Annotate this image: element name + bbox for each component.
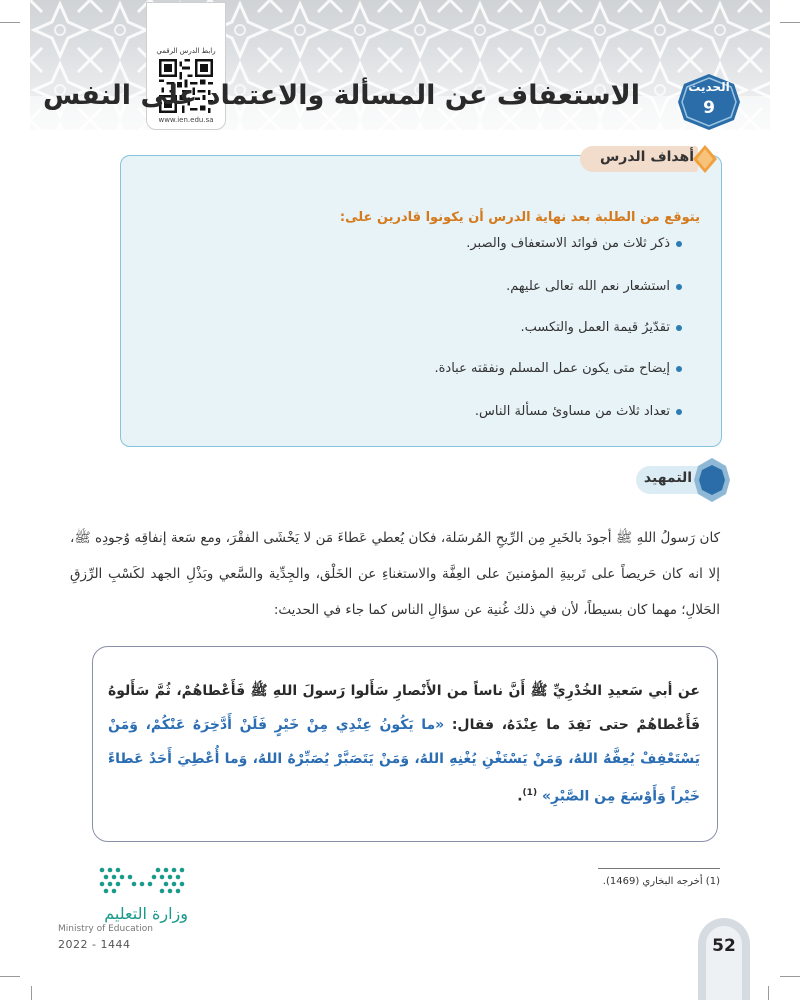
crop-mark [31, 986, 32, 1000]
goal-item: ذكر ثلاث من فوائد الاستعفاف والصبر. [466, 236, 682, 251]
hadith-text: عن أبي سَعيدِ الخُدْرِيِّ ﷺ أَنَّ ناساً من الأَنْصارِ سَأَلوا رَسولَ اللهِ ﷺ فَأَعْطاهُمْ، ثُمَّ سَأَلوهُ فَأَعْطاهُمْ حتى نَفِدَ ما عِنْدَهُ، فقال: «ما يَكُونُ عِنْدِي مِنْ خَيْرٍ فَلَنْ أَدَّخِرَهُ عَنْكُمْ، وَمَنْ يَسْتَعْفِفْ يُعِفَّهُ اللهُ، وَمَنْ يَسْتَغْنِ يُغْنِهِ اللهُ، وَمَنْ يَتَصَبَّرْ يُصَبِّرْهُ اللهُ، وَما أُعْطِيَ أَحَدٌ عَطاءً خَيْراً وَأَوْسَعَ مِن الصَّبْرِ» $^{(1)}$. [108, 683, 700, 805]
badge-number: 9 [703, 98, 715, 118]
page-title: الاستعفاف عن المسألة والاعتماد على النفس [43, 80, 640, 111]
crop-mark [780, 22, 800, 23]
lesson-goals-tab [580, 146, 718, 172]
goals-heading: أهداف الدرس [599, 149, 694, 165]
page-number: 52 [712, 936, 736, 956]
goal-item: إيضاح متى يكون عمل المسلم ونفقته عبادة. [434, 361, 682, 376]
crop-mark [0, 976, 20, 977]
qr-url[interactable]: www.ien.edu.sa [158, 116, 214, 124]
introduction-label: التمهيد [643, 470, 693, 486]
hadith-narration: عن أبي سَعيدِ الخُدْرِيِّ ﷺ أَنَّ ناساً من الأَنْصارِ سَأَلوا رَسولَ اللهِ ﷺ فَأَعْطاهُمْ، ثُمَّ سَأَلوهُ فَأَعْطاهُمْ حتى نَفِدَ ما عِنْدَهُ، فقال: [108, 683, 700, 733]
ministry-logo [58, 862, 198, 962]
goals-intro: يتوقع من الطلبة بعد نهاية الدرس أن يكونوا قادرين على: [339, 210, 700, 225]
badge-label: الحديث [688, 80, 730, 94]
hadith-number-badge [676, 72, 742, 132]
crop-mark [780, 976, 800, 977]
crop-mark [0, 22, 20, 23]
goal-item: استشعار نعم الله تعالى عليهم. [506, 279, 682, 294]
introduction-heading [636, 456, 730, 504]
diamond-icon [692, 144, 718, 174]
octagon-icon [692, 456, 732, 504]
goal-item: تقدّيرُ قيمة العمل والتكسب. [521, 320, 682, 335]
hadith-quote: «ما يَكُونُ عِنْدِي مِنْ خَيْرٍ فَلَنْ أَدَّخِرَهُ عَنْكُمْ، وَمَنْ يَسْتَعْفِفْ يُعِفَّهُ اللهُ، وَمَنْ يَسْتَغْنِ يُغْنِهِ اللهُ، وَمَنْ يَتَصَبَّرْ يُصَبِّرْهُ اللهُ، وَما أُعْطِيَ أَحَدٌ عَطاءً خَيْراً وَأَوْسَعَ مِن الصَّبْرِ» [108, 717, 700, 805]
ministry-dots-icon [58, 862, 188, 902]
edition-year: 2022 - 1444 [58, 938, 131, 951]
introduction-paragraph: كان رَسولُ اللهِ ﷺ أجودَ بالخَيرِ مِن الرِّيحِ المُرسَلة، فكان يُعطي عَطاءَ مَن لا يَخْشَى الفقْرَ، ومع سَعة إنفاقِه وُجودِه ﷺ، إلا انه كان حَريصاً على تَربيةِ المؤمنينَ على العِفَّة والاستغناءِ عن الخَلْق، والجِدِّية والسَّعي وبَذْلِ الجهد لكَسْبِ الرِّزقِ الحَلالِ؛ مهما كان بسيطاً، لأن في ذلك غُنية عن سؤالِ الناس كما جاء في الحديث: [70, 530, 720, 618]
goal-item: تعداد ثلاث من مساوئ مسألة الناس. [475, 404, 682, 419]
ministry-name-arabic: وزارة التعليم [104, 904, 188, 923]
footnote: (1) أخرجه البخاري (1469). [602, 876, 720, 887]
crop-mark [768, 986, 769, 1000]
ministry-name-english: Ministry of Education [58, 924, 153, 934]
footnote-divider [598, 868, 720, 869]
page-number-tab [698, 918, 750, 1000]
qr-label: رابط الدرس الرقمي [156, 47, 216, 55]
footnote-ref[interactable]: (1) [522, 788, 538, 798]
